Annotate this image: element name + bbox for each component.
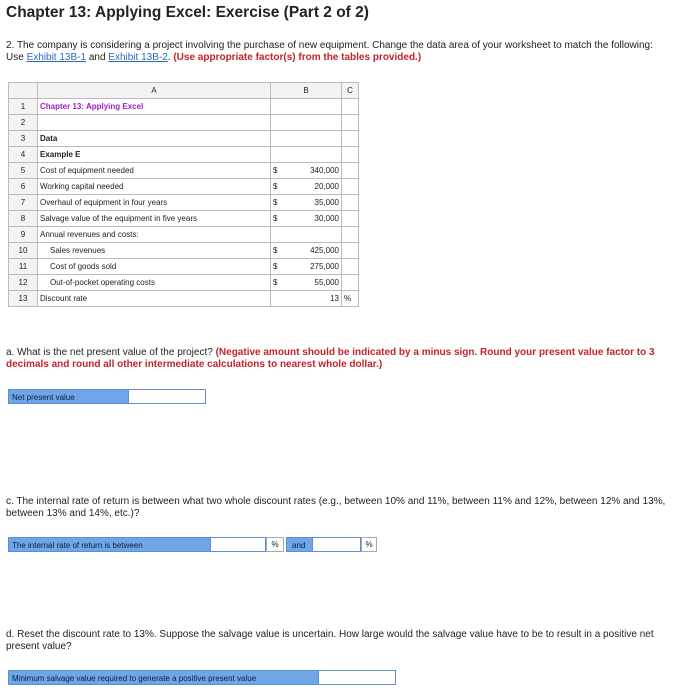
question-c: c. The internal rate of return is between what two whole discount rates (e.g., between 10% and 11%, between 11% and 12%, between 12% and 13%, between 13% and 14%, etc.)? bbox=[6, 496, 666, 519]
row-number: 1 bbox=[9, 99, 38, 115]
corner-cell bbox=[9, 83, 38, 99]
question-a-note: (Negative amount should be indicated by a minus sign. Round your present value factor to 3 decimals and round all other intermediate calculations to nearest whole dollar.) bbox=[6, 347, 655, 370]
cell-a[interactable]: Working capital needed bbox=[38, 179, 271, 195]
cell-a[interactable]: Overhaul of equipment in four years bbox=[38, 195, 271, 211]
npv-label: Net present value bbox=[8, 389, 129, 404]
cell-b-value: 35,000 bbox=[314, 198, 339, 207]
irr-upper-input[interactable] bbox=[312, 537, 361, 552]
sheet-row bbox=[9, 163, 359, 179]
sheet-row bbox=[9, 211, 359, 227]
sheet-row bbox=[9, 275, 359, 291]
irr-lower-input[interactable] bbox=[210, 537, 266, 552]
row-number: 8 bbox=[9, 211, 38, 227]
currency-symbol: $ bbox=[273, 182, 278, 191]
page-title: Chapter 13: Applying Excel: Exercise (Part 2 of 2) bbox=[6, 4, 369, 21]
and-label: and bbox=[286, 537, 313, 552]
cell-b-value: 340,000 bbox=[310, 166, 339, 175]
cell-a[interactable]: Data bbox=[38, 131, 271, 147]
sheet-row bbox=[9, 179, 359, 195]
row-number: 7 bbox=[9, 195, 38, 211]
row-number: 11 bbox=[9, 259, 38, 275]
cell-a[interactable]: Example E bbox=[38, 147, 271, 163]
currency-symbol: $ bbox=[273, 246, 278, 255]
column-header-a: A bbox=[38, 83, 271, 99]
sheet-row bbox=[9, 131, 359, 147]
dot: . bbox=[167, 52, 174, 63]
cell-a[interactable]: Salvage value of the equipment in five years bbox=[38, 211, 271, 227]
cell-b-value: 20,000 bbox=[314, 182, 339, 191]
cell-b[interactable] bbox=[271, 147, 342, 163]
question-a-text: a. What is the net present value of the project? bbox=[6, 347, 216, 358]
cell-c[interactable] bbox=[342, 115, 359, 131]
exhibit-13b-2-link[interactable]: Exhibit 13B-2 bbox=[108, 52, 168, 63]
row-number: 5 bbox=[9, 163, 38, 179]
cell-b[interactable] bbox=[271, 99, 342, 115]
cell-b[interactable] bbox=[271, 259, 342, 275]
min-salvage-input[interactable] bbox=[318, 670, 396, 685]
percent-unit: % bbox=[361, 537, 377, 552]
cell-b-value: 13 bbox=[330, 294, 339, 303]
cell-b[interactable] bbox=[271, 243, 342, 259]
row-number: 12 bbox=[9, 275, 38, 291]
cell-b-value: 425,000 bbox=[310, 246, 339, 255]
cell-c[interactable] bbox=[342, 227, 359, 243]
currency-symbol: $ bbox=[273, 214, 278, 223]
column-header-row bbox=[9, 83, 359, 99]
cell-c[interactable] bbox=[342, 259, 359, 275]
sheet-row bbox=[9, 99, 359, 115]
cell-b-value: 55,000 bbox=[314, 278, 339, 287]
currency-symbol: $ bbox=[273, 278, 278, 287]
cell-c[interactable] bbox=[342, 131, 359, 147]
npv-input[interactable] bbox=[128, 389, 206, 404]
column-header-c: C bbox=[342, 83, 359, 99]
cell-b[interactable] bbox=[271, 291, 342, 307]
sheet-row bbox=[9, 259, 359, 275]
cell-c[interactable] bbox=[342, 147, 359, 163]
cell-a[interactable]: Discount rate bbox=[38, 291, 271, 307]
cell-b[interactable] bbox=[271, 275, 342, 291]
question-2 bbox=[6, 40, 666, 64]
spreadsheet-table bbox=[8, 82, 359, 307]
cell-a[interactable]: Chapter 13: Applying Excel bbox=[38, 99, 271, 115]
currency-symbol: $ bbox=[273, 198, 278, 207]
cell-a[interactable]: Sales revenues bbox=[38, 243, 271, 259]
row-number: 6 bbox=[9, 179, 38, 195]
column-header-b: B bbox=[271, 83, 342, 99]
exhibit-13b-1-link[interactable]: Exhibit 13B-1 bbox=[26, 52, 87, 63]
percent-unit: % bbox=[266, 537, 284, 552]
sheet-row bbox=[9, 243, 359, 259]
cell-a[interactable]: Out-of-pocket operating costs bbox=[38, 275, 271, 291]
cell-a[interactable]: Cost of equipment needed bbox=[38, 163, 271, 179]
row-number: 4 bbox=[9, 147, 38, 163]
row-number: 2 bbox=[9, 115, 38, 131]
currency-symbol: $ bbox=[273, 166, 278, 175]
cell-b[interactable] bbox=[271, 131, 342, 147]
cell-a[interactable] bbox=[38, 115, 271, 131]
cell-c[interactable] bbox=[342, 195, 359, 211]
cell-c[interactable] bbox=[342, 243, 359, 259]
irr-label: The internal rate of return is between bbox=[8, 537, 211, 552]
cell-c[interactable] bbox=[342, 211, 359, 227]
cell-a[interactable]: Cost of goods sold bbox=[38, 259, 271, 275]
row-number: 13 bbox=[9, 291, 38, 307]
and-text: and bbox=[86, 52, 109, 63]
intro-note: (Use appropriate factor(s) from the tables provided.) bbox=[173, 52, 422, 63]
cell-c[interactable] bbox=[342, 99, 359, 115]
cell-b[interactable] bbox=[271, 195, 342, 211]
cell-b[interactable] bbox=[271, 163, 342, 179]
cell-a[interactable]: Annual revenues and costs: bbox=[38, 227, 271, 243]
intro-text: 2. The company is considering a project involving the purchase of new equipment. Change the data area of your worksheet to match the following: Use bbox=[6, 40, 653, 63]
cell-c[interactable] bbox=[342, 163, 359, 179]
cell-c[interactable]: % bbox=[342, 291, 359, 307]
cell-b-value: 30,000 bbox=[314, 214, 339, 223]
cell-b[interactable] bbox=[271, 179, 342, 195]
cell-b-value: 275,000 bbox=[310, 262, 339, 271]
sheet-row bbox=[9, 291, 359, 307]
row-number: 9 bbox=[9, 227, 38, 243]
cell-c[interactable] bbox=[342, 275, 359, 291]
currency-symbol: $ bbox=[273, 262, 278, 271]
cell-b[interactable] bbox=[271, 227, 342, 243]
sheet-row bbox=[9, 115, 359, 131]
row-number: 10 bbox=[9, 243, 38, 259]
sheet-row bbox=[9, 147, 359, 163]
question-a bbox=[6, 347, 666, 371]
min-salvage-label: Minimum salvage value required to generate a positive present value bbox=[8, 670, 319, 685]
sheet-row bbox=[9, 195, 359, 211]
cell-b[interactable] bbox=[271, 211, 342, 227]
cell-c[interactable] bbox=[342, 179, 359, 195]
cell-b[interactable] bbox=[271, 115, 342, 131]
question-d: d. Reset the discount rate to 13%. Suppose the salvage value is uncertain. How large would the salvage value have to be to result in a positive net present value? bbox=[6, 629, 654, 652]
sheet-row bbox=[9, 227, 359, 243]
row-number: 3 bbox=[9, 131, 38, 147]
